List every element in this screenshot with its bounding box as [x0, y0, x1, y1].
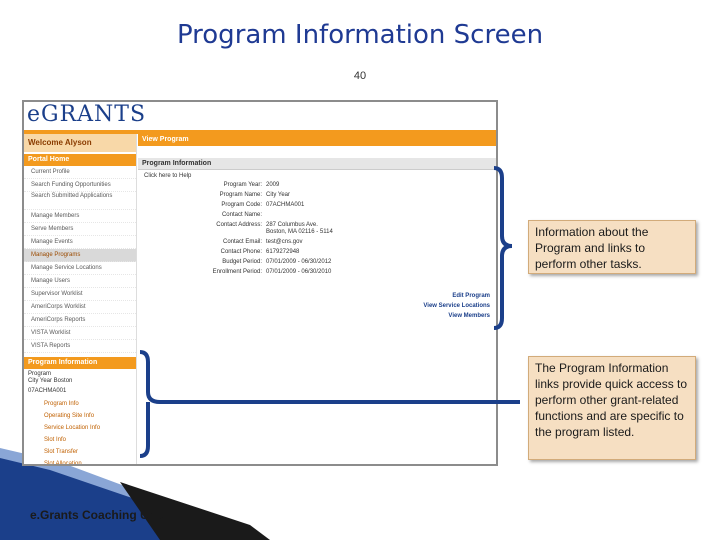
field-label: Program Name:	[219, 192, 262, 198]
address-line-2: Boston, MA 02116 - 5114	[266, 229, 333, 235]
field-label: Contact Address:	[216, 222, 262, 228]
sidebar-item-manage-service-locations[interactable]: Manage Service Locations	[24, 262, 136, 275]
sidebar-item-current-profile[interactable]: Current Profile	[24, 166, 136, 179]
service-location-info-link[interactable]: Service Location Info	[44, 425, 101, 431]
view-service-locations-link[interactable]: View Service Locations	[423, 303, 490, 309]
program-info-link[interactable]: Program Info	[44, 401, 79, 407]
sidebar-item-search-applications[interactable]: Search Submitted Applications	[24, 192, 136, 210]
slot-info-link[interactable]: Slot Info	[44, 437, 67, 443]
field-label: Contact Name:	[221, 212, 262, 218]
slot-allocation-link[interactable]: Slot Allocation	[44, 461, 82, 466]
field-value: 07/01/2009 - 06/30/2012	[266, 259, 332, 265]
program-information-heading: Program Information	[24, 357, 136, 369]
field-value: 07/01/2009 - 06/30/2010	[266, 269, 332, 275]
egrants-logo: eGRANTS	[27, 102, 147, 127]
sidebar-item-search-funding[interactable]: Search Funding Opportunities	[24, 179, 136, 192]
sidebar-item-americorps-worklist[interactable]: AmeriCorps Worklist	[24, 301, 136, 314]
sidebar-item-vista-reports[interactable]: VISTA Reports	[24, 340, 136, 353]
view-members-link[interactable]: View Members	[448, 313, 490, 319]
field-value: City Year	[266, 192, 291, 198]
sidebar-item-manage-events[interactable]: Manage Events	[24, 236, 136, 249]
field-label: Program Year:	[223, 182, 262, 188]
callout-program-links: The Program Information links provide quick access to perform other grant-related functions and are specific to the program listed.	[528, 356, 696, 460]
address-line-1: 287 Columbus Ave.	[266, 222, 318, 228]
sidebar-item-manage-users[interactable]: Manage Users	[24, 275, 136, 288]
field-label: Program Code:	[221, 202, 262, 208]
view-program-heading: View Program	[138, 134, 496, 146]
slot-transfer-link[interactable]: Slot Transfer	[44, 449, 79, 455]
sidebar-item-vista-worklist[interactable]: VISTA Worklist	[24, 327, 136, 340]
portal-home-heading[interactable]: Portal Home	[24, 154, 136, 166]
field-label: Enrollment Period:	[212, 269, 262, 275]
edit-program-link[interactable]: Edit Program	[452, 293, 490, 299]
program-code: 07ACHMA001	[28, 388, 67, 394]
sidebar-item-serve-members[interactable]: Serve Members	[24, 223, 136, 236]
field-label: Contact Phone:	[220, 249, 262, 255]
field-value: 07ACHMA001	[266, 202, 305, 208]
field-value: test@cns.gov	[266, 239, 303, 245]
operating-site-info-link[interactable]: Operating Site Info	[44, 413, 95, 419]
program-label: Program	[28, 371, 52, 377]
field-label: Budget Period:	[222, 259, 262, 265]
help-link[interactable]: Click here to Help	[144, 173, 192, 179]
footer-text: e.Grants Coaching Unit	[30, 508, 164, 522]
field-value: 6179272948	[266, 249, 300, 255]
sidebar-item-manage-programs[interactable]: Manage Programs	[24, 249, 136, 262]
slide-number: 40	[353, 70, 367, 82]
slide-title: Program Information Screen	[176, 20, 544, 50]
field-value: 2009	[266, 182, 280, 188]
callout-program-info: Information about the Program and links to perform other tasks.	[528, 220, 696, 274]
welcome-banner: Welcome Alyson	[24, 134, 136, 152]
program-name: City Year Boston	[28, 378, 73, 384]
sidebar-item-manage-members[interactable]: Manage Members	[24, 210, 136, 223]
field-label: Contact Email:	[222, 239, 262, 245]
sidebar-item-americorps-reports[interactable]: AmeriCorps Reports	[24, 314, 136, 327]
sidebar-item-supervisor-worklist[interactable]: Supervisor Worklist	[24, 288, 136, 301]
program-information-section-heading: Program Information	[138, 158, 496, 170]
